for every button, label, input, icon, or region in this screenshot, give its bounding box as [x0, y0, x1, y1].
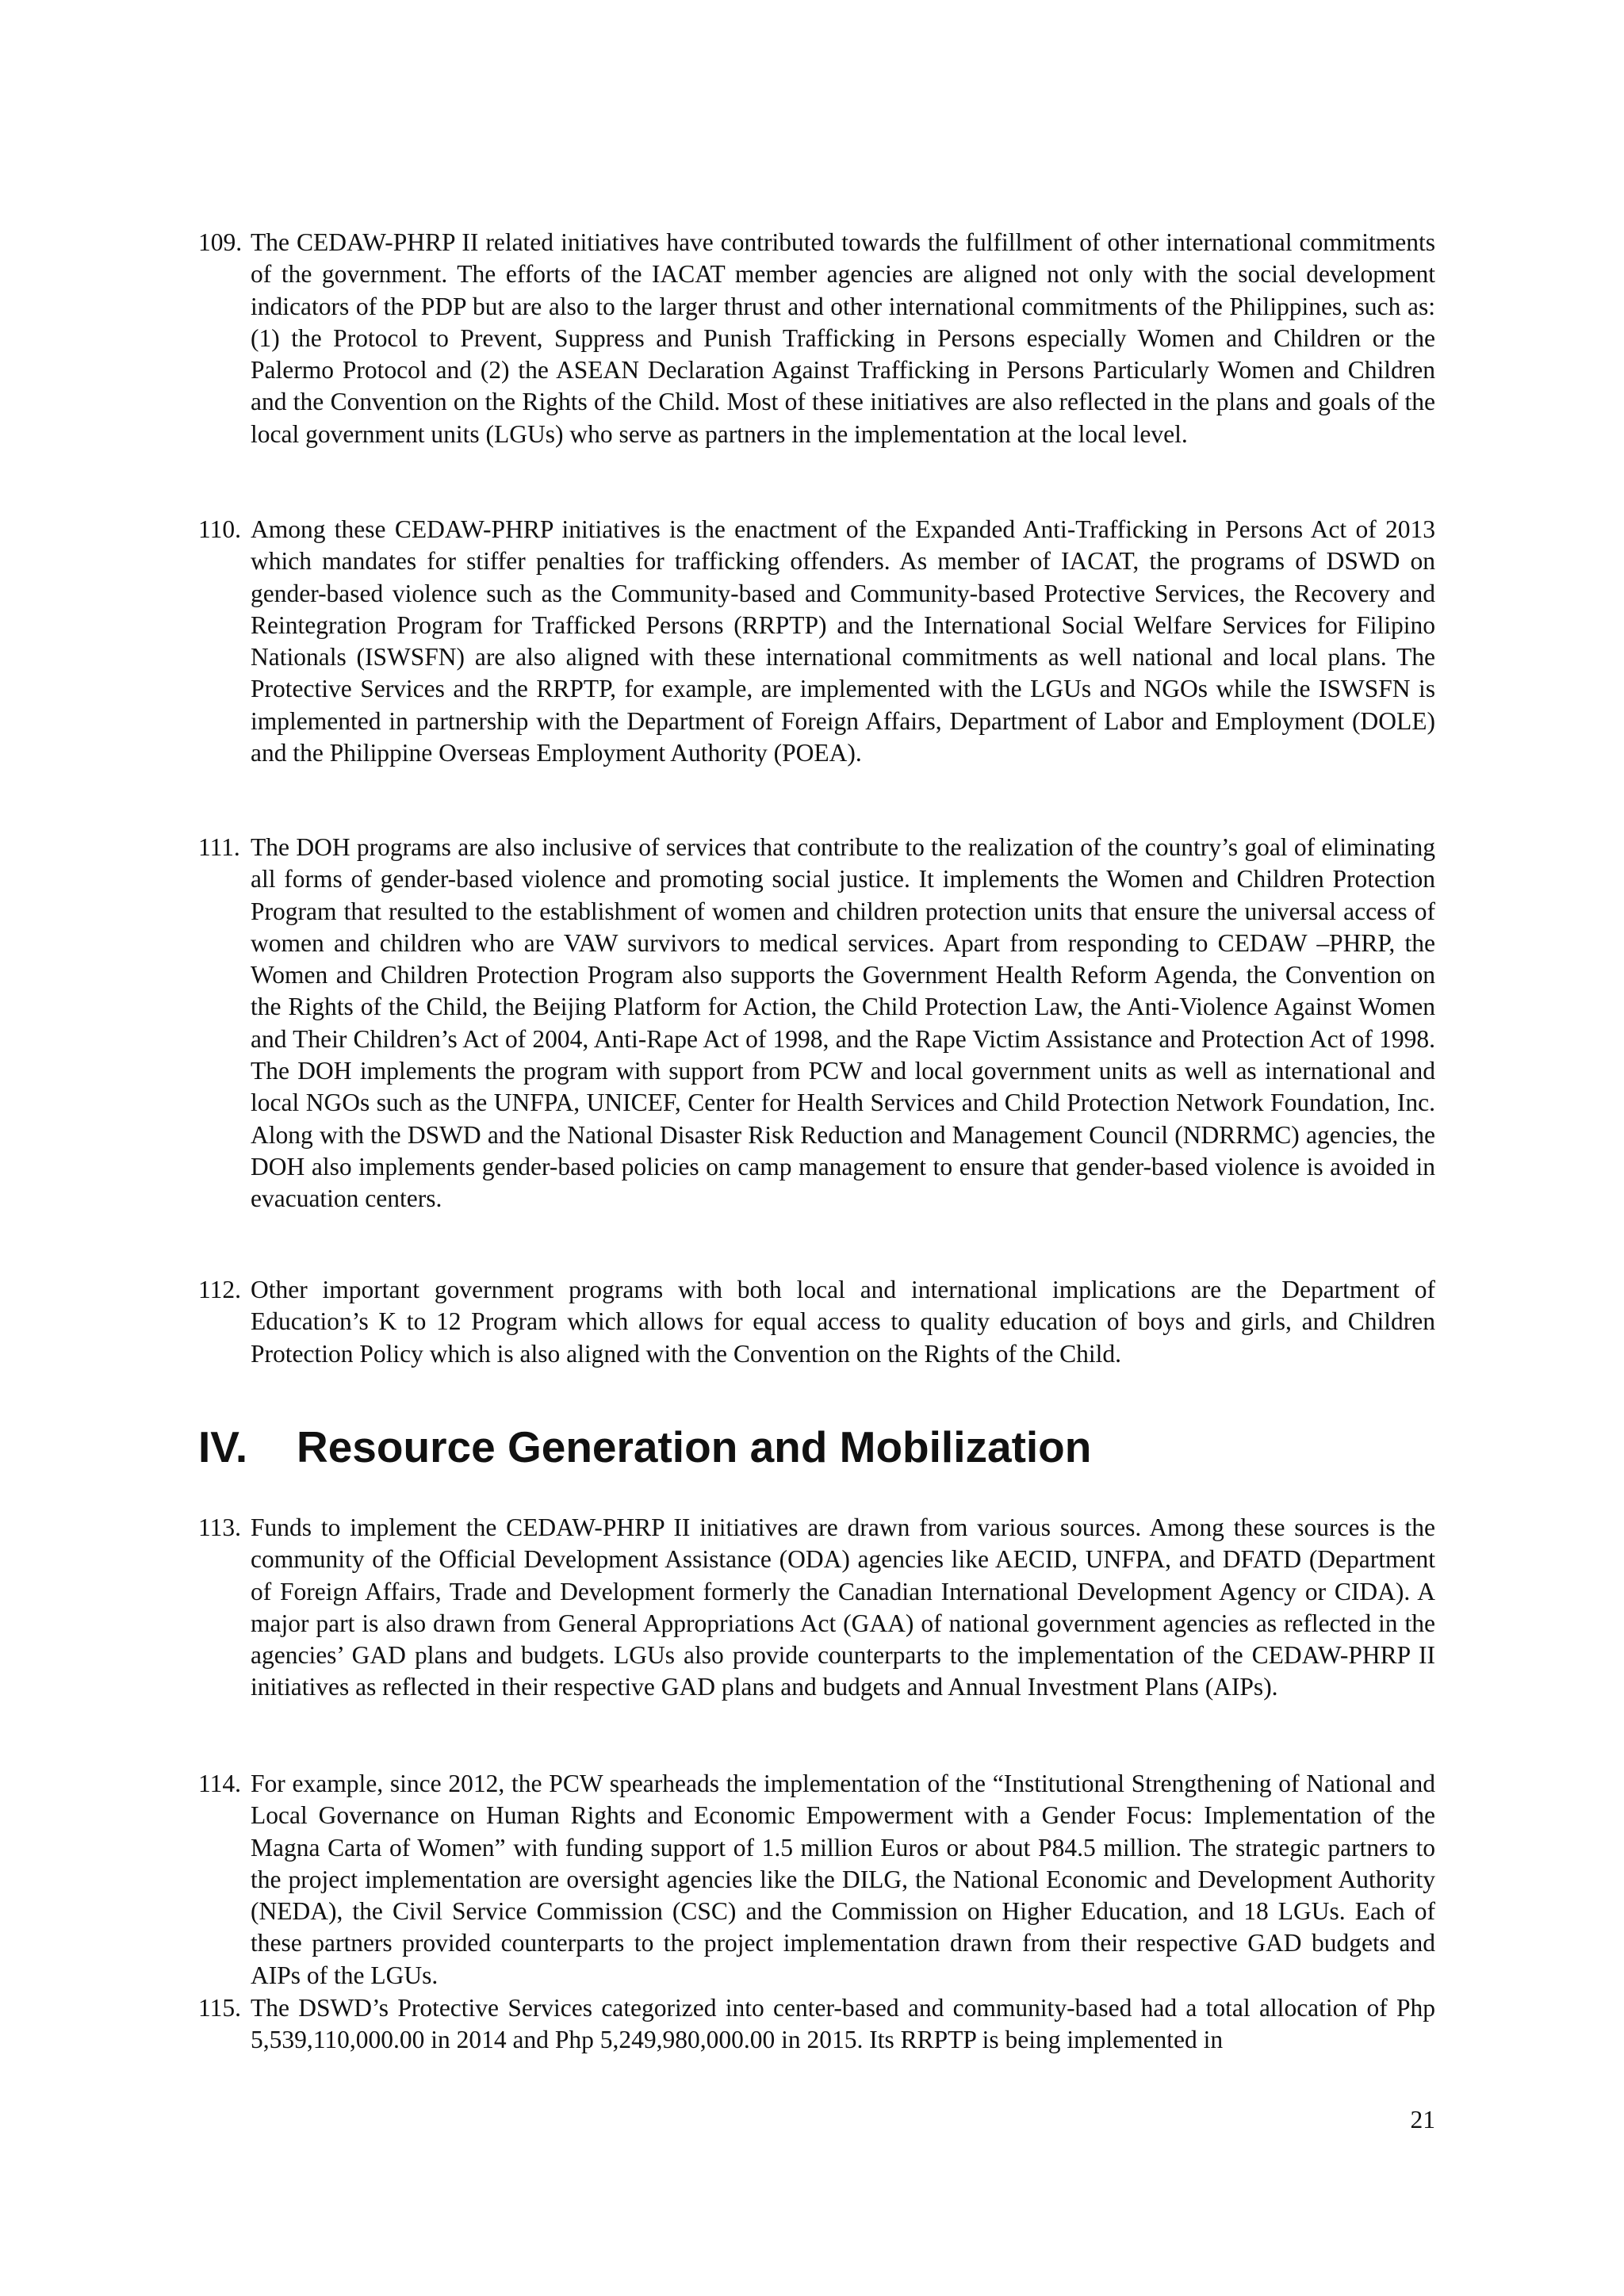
paragraph-number: 115. [198, 1994, 241, 2022]
paragraph-110 [198, 514, 1435, 769]
paragraph-text: The DOH programs are also inclusive of services that contribute to the realization of the country’s goal of eliminating all forms of gender-based violence and promoting social justice. It implements the Women and Children Protection Program that resulted to the establishment of women and children protection units that ensure the universal access of women and children who are VAW survivors to medical services. Apart from responding to CEDAW –PHRP, the Women and Children Protection Program also supports the Government Health Reform Agenda, the Convention on the Rights of the Child, the Beijing Platform for Action, the Child Protection Law, the Anti-Violence Against Women and Their Children’s Act of 2004, Anti-Rape Act of 1998, and the Rape Victim Assistance and Protection Act of 1998. The DOH implements the program with support from PCW and local government units as well as international and local NGOs such as the UNFPA, UNICEF, Center for Health Services and Child Protection Network Foundation, Inc. Along with the DSWD and the National Disaster Risk Reduction and Management Council (NDRRMC) agencies, the DOH also implements gender-based policies on camp management to ensure that gender-based violence is avoided in evacuation centers. [251, 833, 1435, 1213]
paragraph-text: The DSWD’s Protective Services categorized into center-based and community-based had a total allocation of Php 5,539,110,000.00 in 2014 and Php 5,249,980,000.00 in 2015. Its RRPTP is being implemented in [251, 1994, 1435, 2054]
paragraph-text: Among these CEDAW-PHRP initiatives is the enactment of the Expanded Anti-Trafficking in Persons Act of 2013 which mandates for stiffer penalties for trafficking offenders. As member of IACAT, the programs of DSWD on gender-based violence such as the Community-based and Community-based Protective Services, the Recovery and Reintegration Program for Trafficked Persons (RRPTP) and the International Social Welfare Services for Filipino Nationals (ISWSFN) are also aligned with these international commitments as well national and local plans. The Protective Services and the RRPTP, for example, are implemented with the LGUs and NGOs while the ISWSFN is implemented in partnership with the Department of Foreign Affairs, Department of Labor and Employment (DOLE) and the Philippine Overseas Employment Authority (POEA). [251, 515, 1435, 767]
paragraph-115 [198, 1992, 1435, 2057]
paragraph-number: 114. [198, 1770, 241, 1797]
paragraph-text: Funds to implement the CEDAW-PHRP II initiatives are drawn from various sources. Among these sources is the community of the Official Development Assistance (ODA) agencies like AECID, UNFPA, and DFATD (Department of Foreign Affairs, Trade and Development formerly the Canadian International Development Agency or CIDA). A major part is also drawn from General Appropriations Act (GAA) of national government agencies as reflected in the agencies’ GAD plans and budgets. LGUs also provide counterparts to the implementation of the CEDAW-PHRP II initiatives as reflected in their respective GAD plans and budgets and Annual Investment Plans (AIPs). [251, 1513, 1435, 1701]
paragraph-109 [198, 227, 1435, 450]
paragraph-number: 113. [198, 1513, 241, 1541]
paragraph-112 [198, 1274, 1435, 1370]
paragraph-text: Other important government programs with both local and international implications are the Department of Education’s K to 12 Program which allows for equal access to quality education of boys and girls, and Children Protection Policy which is also aligned with the Convention on the Rights of the Child. [251, 1276, 1435, 1368]
section-heading [198, 1419, 1435, 1475]
paragraph-113 [198, 1512, 1435, 1704]
section-number: IV. [198, 1422, 248, 1471]
paragraph-number: 112. [198, 1276, 241, 1303]
page-number: 21 [1410, 2106, 1435, 2133]
paragraph-number: 111. [198, 833, 240, 861]
paragraph-text: The CEDAW-PHRP II related initiatives have contributed towards the fulfillment of other international commitments of the government. The efforts of the IACAT member agencies are aligned not only with the social development indicators of the PDP but are also to the larger thrust and other international commitments of the Philippines, such as: (1) the Protocol to Prevent, Suppress and Punish Trafficking in Persons especially Women and Children or the Palermo Protocol and (2) the ASEAN Declaration Against Trafficking in Persons Particularly Women and Children and the Convention on the Rights of the Child. Most of these initiatives are also reflected in the plans and goals of the local government units (LGUs) who serve as partners in the implementation at the local level. [251, 228, 1435, 448]
paragraph-number: 110. [198, 515, 241, 543]
paragraph-111 [198, 832, 1435, 1215]
section-title: Resource Generation and Mobilization [297, 1422, 1092, 1471]
paragraph-number: 109. [198, 228, 243, 256]
paragraph-114 [198, 1768, 1435, 1992]
paragraph-text: For example, since 2012, the PCW spearheads the implementation of the “Institutional Strengthening of National and Local Governance on Human Rights and Economic Empowerment with a Gender Focus: Implementation of the Magna Carta of Women” with funding support of 1.5 million Euros or about P84.5 million. The strategic partners to the project implementation are oversight agencies like the DILG, the National Economic and Development Authority (NEDA), the Civil Service Commission (CSC) and the Commission on Higher Education, and 18 LGUs. Each of these partners provided counterparts to the project implementation drawn from their respective GAD budgets and AIPs of the LGUs. [251, 1770, 1435, 1989]
